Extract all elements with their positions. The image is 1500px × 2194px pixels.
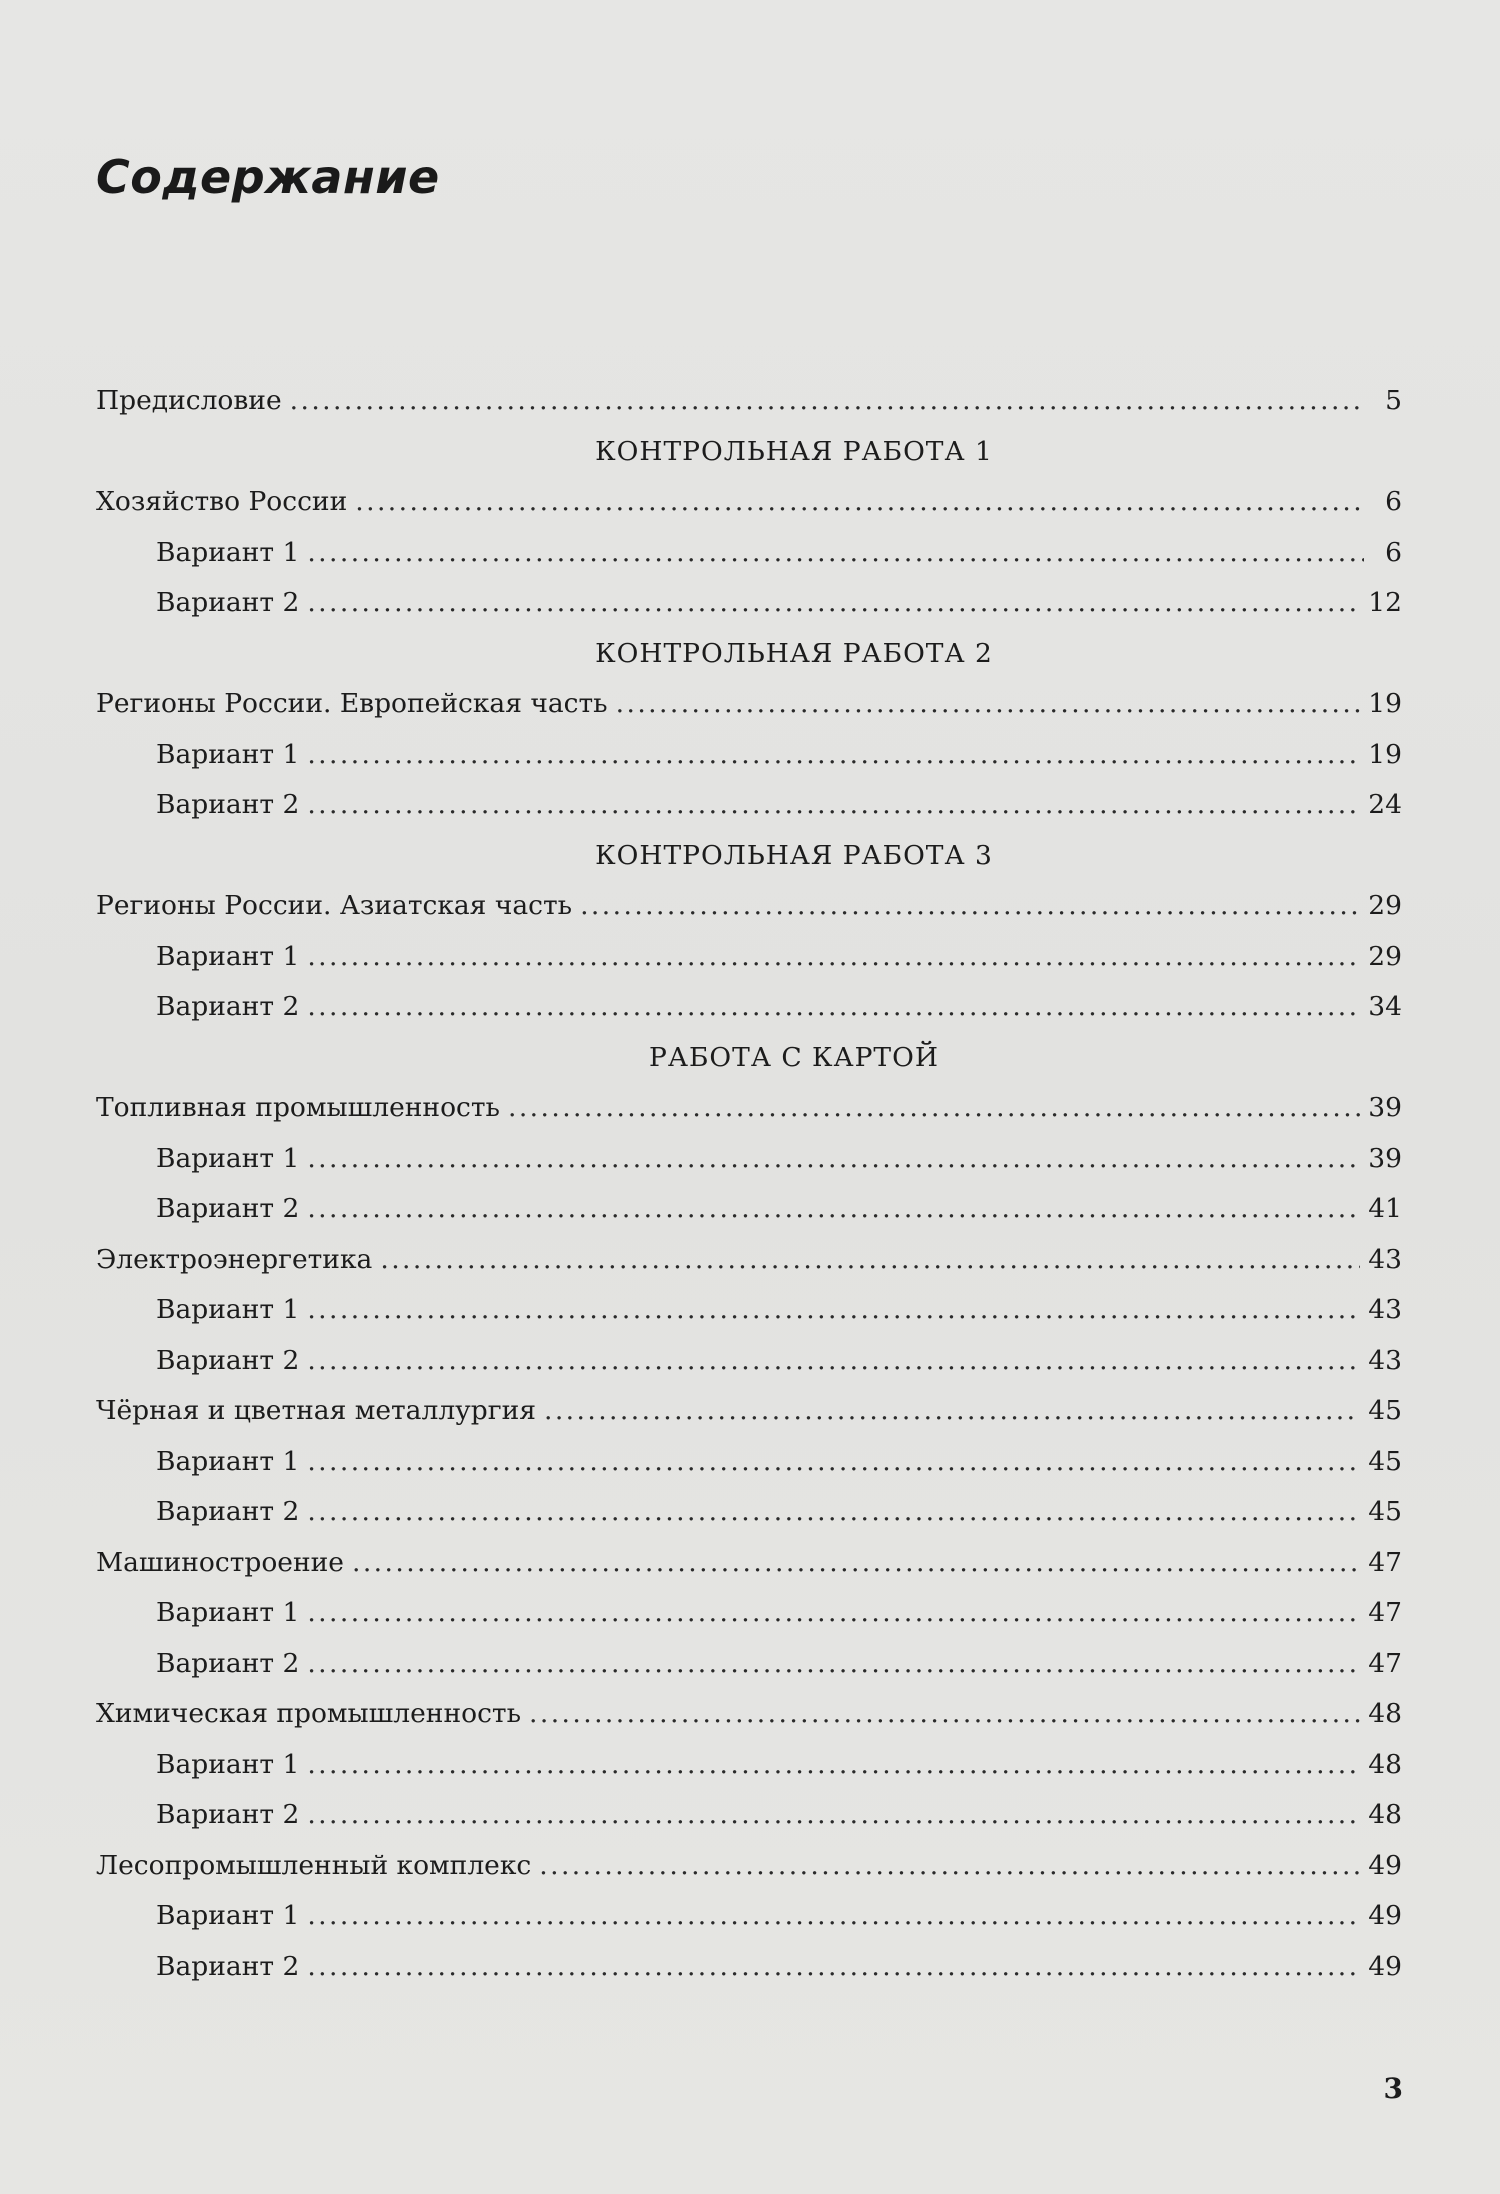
toc-page-number: 48 xyxy=(1368,1748,1402,1780)
toc-entry xyxy=(96,1698,1402,1749)
toc-entry-title: Вариант 1 xyxy=(156,940,300,972)
toc-subentry xyxy=(96,1799,1402,1850)
toc-entry-title: Вариант 1 xyxy=(156,1445,300,1477)
toc-page-number: 12 xyxy=(1368,587,1402,618)
toc-subentry xyxy=(96,1648,1402,1699)
dot-leader xyxy=(307,1951,1360,1982)
toc-subentry xyxy=(96,1143,1402,1194)
toc-entry xyxy=(96,1244,1402,1295)
dot-leader xyxy=(539,1850,1360,1881)
toc-page-number: 43 xyxy=(1368,1243,1402,1275)
dot-leader xyxy=(307,1193,1360,1224)
toc-page-number: 19 xyxy=(1368,688,1402,719)
dot-leader xyxy=(580,890,1360,921)
toc-entry-title: Вариант 2 xyxy=(156,1950,300,1982)
toc-page-number: 29 xyxy=(1368,940,1402,972)
toc-page-number: 6 xyxy=(1385,486,1402,517)
toc-entry-title: Предисловие xyxy=(96,385,282,416)
dot-leader xyxy=(380,1244,1360,1275)
toc-page-number: 45 xyxy=(1368,1496,1402,1527)
toc-entry-title: Вариант 2 xyxy=(156,789,300,820)
toc-entry-title: Вариант 2 xyxy=(156,1344,300,1376)
toc-entry xyxy=(96,1850,1402,1901)
toc-page-number: 47 xyxy=(1368,1597,1402,1628)
toc-page-number: 48 xyxy=(1368,1799,1402,1830)
toc-subentry xyxy=(96,1496,1402,1547)
toc-entry-title: Регионы России. Европейская часть xyxy=(96,688,608,719)
toc-section-heading: РАБОТА С КАРТОЙ xyxy=(649,1041,939,1073)
toc-entry-title: Вариант 2 xyxy=(156,587,300,618)
toc-subentry xyxy=(96,1294,1402,1345)
toc-entry-title: Регионы России. Азиатская часть xyxy=(96,890,573,921)
dot-leader xyxy=(352,1547,1360,1578)
toc-subentry xyxy=(96,1597,1402,1648)
toc-entry xyxy=(96,688,1402,739)
toc-entry-title: Электроэнергетика xyxy=(96,1243,373,1275)
dot-leader xyxy=(307,1345,1360,1376)
toc-entry-title: Чёрная и цветная металлургия xyxy=(96,1395,536,1426)
toc-entry-title: Вариант 2 xyxy=(156,1496,300,1527)
page-heading: Содержание xyxy=(96,150,440,204)
toc-page-number: 45 xyxy=(1368,1395,1402,1426)
toc-entry-title: Машиностроение xyxy=(96,1546,344,1578)
toc-page-number: 49 xyxy=(1368,1900,1402,1931)
toc-subentry xyxy=(96,1345,1402,1396)
dot-leader xyxy=(307,1143,1360,1174)
toc-entry xyxy=(96,1092,1402,1143)
toc-entry xyxy=(96,486,1402,537)
toc-page-number: 29 xyxy=(1368,890,1402,921)
toc-entry xyxy=(96,385,1402,436)
toc-subentry xyxy=(96,941,1402,992)
dot-leader xyxy=(616,688,1361,719)
dot-leader xyxy=(307,1648,1360,1679)
dot-leader xyxy=(307,1799,1360,1830)
toc-entry-title: Вариант 1 xyxy=(156,1294,300,1325)
toc-page-number: 39 xyxy=(1368,1092,1402,1123)
dot-leader xyxy=(307,1749,1360,1780)
toc-page-number: 39 xyxy=(1368,1142,1402,1174)
toc-section-heading: КОНТРОЛЬНАЯ РАБОТА 2 xyxy=(595,637,993,669)
toc-entry-title: Вариант 2 xyxy=(156,1193,300,1224)
toc-entry-title: Лесопромышленный комплекс xyxy=(96,1849,532,1881)
dot-leader xyxy=(290,385,1364,416)
dot-leader xyxy=(529,1698,1360,1729)
toc-subentry xyxy=(96,587,1402,638)
dot-leader xyxy=(307,1900,1360,1931)
dot-leader xyxy=(508,1092,1360,1123)
dot-leader xyxy=(544,1395,1360,1426)
toc-page-number: 41 xyxy=(1368,1193,1402,1224)
toc-subentry xyxy=(96,1900,1402,1951)
toc-page-number: 43 xyxy=(1368,1344,1402,1376)
dot-leader xyxy=(307,1294,1360,1325)
page-number: 3 xyxy=(1383,2072,1403,2105)
toc-page-number: 19 xyxy=(1368,738,1402,770)
toc-page-number: 24 xyxy=(1368,789,1402,820)
dot-leader xyxy=(307,789,1360,820)
toc-section-heading: КОНТРОЛЬНАЯ РАБОТА 3 xyxy=(595,839,993,871)
toc-subentry xyxy=(96,1951,1402,2002)
dot-leader xyxy=(307,991,1360,1022)
dot-leader xyxy=(307,1496,1360,1527)
toc-page-number: 49 xyxy=(1368,1849,1402,1881)
toc-entry-title: Химическая промышленность xyxy=(96,1698,521,1729)
toc-entry-title: Вариант 2 xyxy=(156,1647,300,1679)
toc-entry xyxy=(96,890,1402,941)
dot-leader xyxy=(307,587,1360,618)
toc-page-number: 47 xyxy=(1368,1546,1402,1578)
toc-page-number: 49 xyxy=(1368,1950,1402,1982)
dot-leader xyxy=(307,941,1360,972)
toc-page-number: 6 xyxy=(1385,536,1402,568)
toc-page-number: 48 xyxy=(1368,1698,1402,1729)
dot-leader xyxy=(307,1597,1360,1628)
toc-section-heading: КОНТРОЛЬНАЯ РАБОТА 1 xyxy=(595,435,993,467)
table-of-contents xyxy=(96,385,1402,2001)
toc-subentry xyxy=(96,1749,1402,1800)
toc-entry-title: Вариант 1 xyxy=(156,738,300,770)
dot-leader xyxy=(307,1446,1360,1477)
toc-page-number: 5 xyxy=(1385,385,1402,416)
toc-page-number: 34 xyxy=(1368,991,1402,1022)
toc-entry-title: Вариант 1 xyxy=(156,1748,300,1780)
toc-entry-title: Топливная промышленность xyxy=(96,1092,500,1123)
toc-entry-title: Вариант 2 xyxy=(156,991,300,1022)
toc-entry-title: Вариант 1 xyxy=(156,1597,300,1628)
toc-entry xyxy=(96,1547,1402,1598)
toc-subentry xyxy=(96,537,1402,588)
toc-subentry xyxy=(96,1193,1402,1244)
toc-subentry xyxy=(96,1446,1402,1497)
toc-subentry xyxy=(96,739,1402,790)
toc-page-number: 43 xyxy=(1368,1294,1402,1325)
toc-page-number: 45 xyxy=(1368,1445,1402,1477)
toc-subentry xyxy=(96,991,1402,1042)
toc-subentry xyxy=(96,789,1402,840)
toc-page-number: 47 xyxy=(1368,1647,1402,1679)
dot-leader xyxy=(307,537,1364,568)
toc-entry-title: Вариант 1 xyxy=(156,1900,300,1931)
toc-entry-title: Вариант 1 xyxy=(156,536,300,568)
dot-leader xyxy=(307,739,1360,770)
toc-entry-title: Вариант 2 xyxy=(156,1799,300,1830)
toc-entry-title: Хозяйство России xyxy=(96,486,348,517)
toc-entry xyxy=(96,1395,1402,1446)
toc-entry-title: Вариант 1 xyxy=(156,1142,300,1174)
dot-leader xyxy=(355,486,1364,517)
